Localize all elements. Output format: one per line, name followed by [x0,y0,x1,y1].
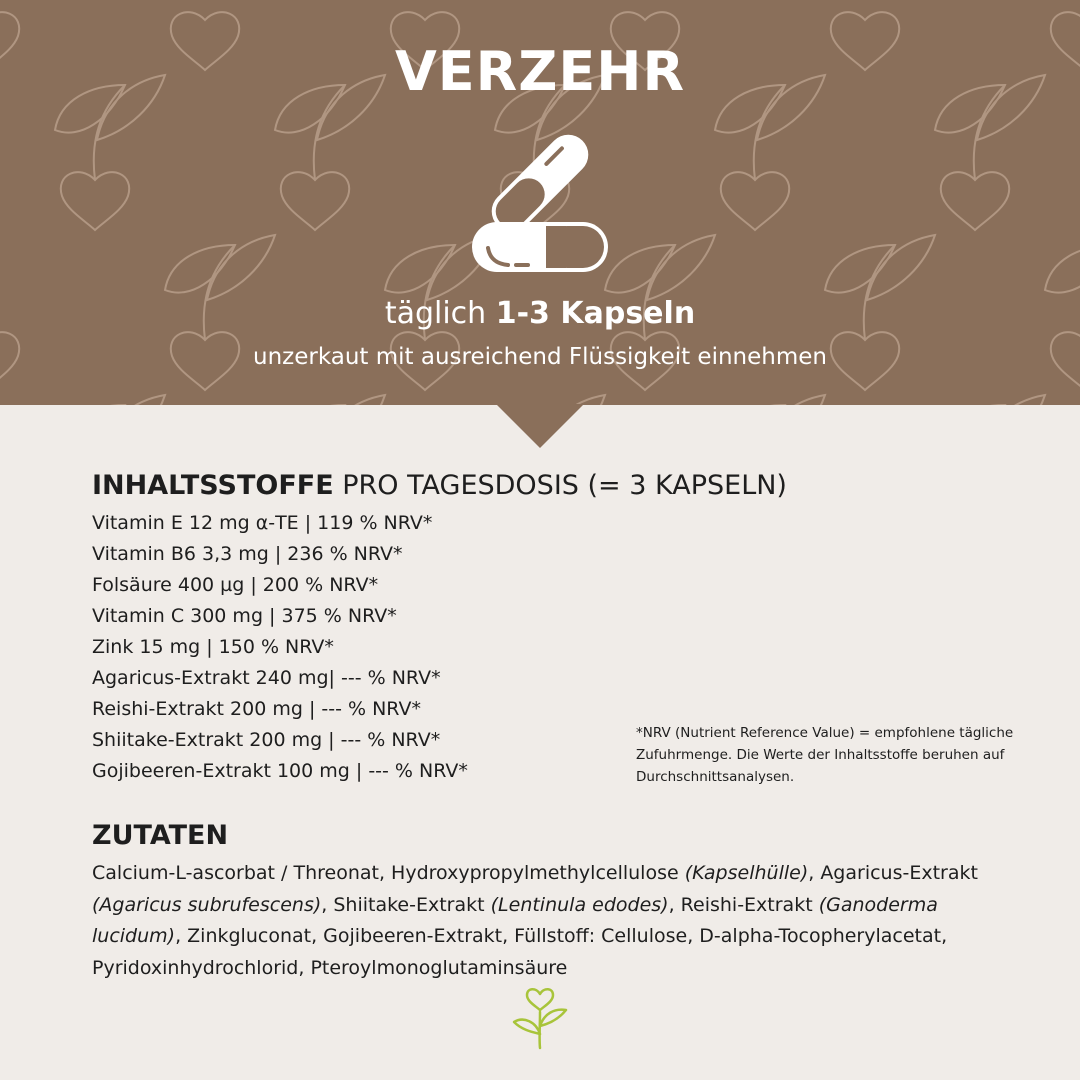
header-banner [0,0,1080,405]
list-item: Zink 15 mg | 150 % NRV* [92,636,334,658]
list-item: Agaricus-Extrakt 240 mg| --- % NRV* [92,667,441,689]
list-item: Reishi-Extrakt 200 mg | --- % NRV* [92,698,421,720]
header-arrow [496,404,584,448]
zutaten-part: , Shiitake-Extrakt [321,893,491,916]
zutaten-part: , Zinkgluconat, Gojibeeren-Extrakt, Füllstoff: Cellulose, D-alpha-Tocopherylacetat, Pyridoxinhydrochlorid, Pteroylmonoglutaminsäure [92,925,948,979]
list-item: Vitamin C 300 mg | 375 % NRV* [92,605,397,627]
list-item: Vitamin E 12 mg α-TE | 119 % NRV* [92,512,433,534]
ingredients-heading-bold: INHALTSSTOFFE [92,470,334,501]
dose-amount: 1-3 Kapseln [495,296,696,331]
ingredients-list [92,508,468,787]
page-title: VERZEHR [394,40,686,103]
dose-prefix: täglich [384,296,496,331]
zutaten-heading: ZUTATEN [92,820,229,851]
zutaten-part-italic: (Lentinula edodes) [490,893,669,916]
zutaten-part-italic: (Agaricus subrufescens) [92,893,322,916]
ingredients-heading-rest: PRO TAGESDOSIS (= 3 KAPSELN) [333,470,787,501]
nrv-footnote: *NRV (Nutrient Reference Value) = empfohlene tägliche Zufuhrmenge. Die Werte der Inhaltsstoffe beruhen auf Durchschnittsanalysen. [636,725,1014,785]
list-item: Folsäure 400 µg | 200 % NRV* [92,574,379,596]
list-item: Shiitake-Extrakt 200 mg | --- % NRV* [92,729,441,751]
dose-instruction: unzerkaut mit ausreichend Flüssigkeit einnehmen [253,344,827,370]
zutaten-part: , Reishi-Extrakt [668,893,819,916]
zutaten-part-italic: (Kapselhülle) [684,862,809,884]
heart-sprout-logo-icon [510,982,570,1052]
zutaten-part-italic: (Ganoderma lucidum) [92,893,938,947]
dose-line [0,296,1080,331]
zutaten-text [92,858,992,984]
ingredients-heading [92,470,787,501]
list-item: Vitamin B6 3,3 mg | 236 % NRV* [92,543,403,565]
list-item: Gojibeeren-Extrakt 100 mg | --- % NRV* [92,760,468,782]
zutaten-part: Calcium-L-ascorbat / Threonat, Hydroxypropylmethylcellulose [92,862,685,884]
capsule-icon [468,128,618,278]
zutaten-part: , Agaricus-Extrakt [808,862,978,884]
